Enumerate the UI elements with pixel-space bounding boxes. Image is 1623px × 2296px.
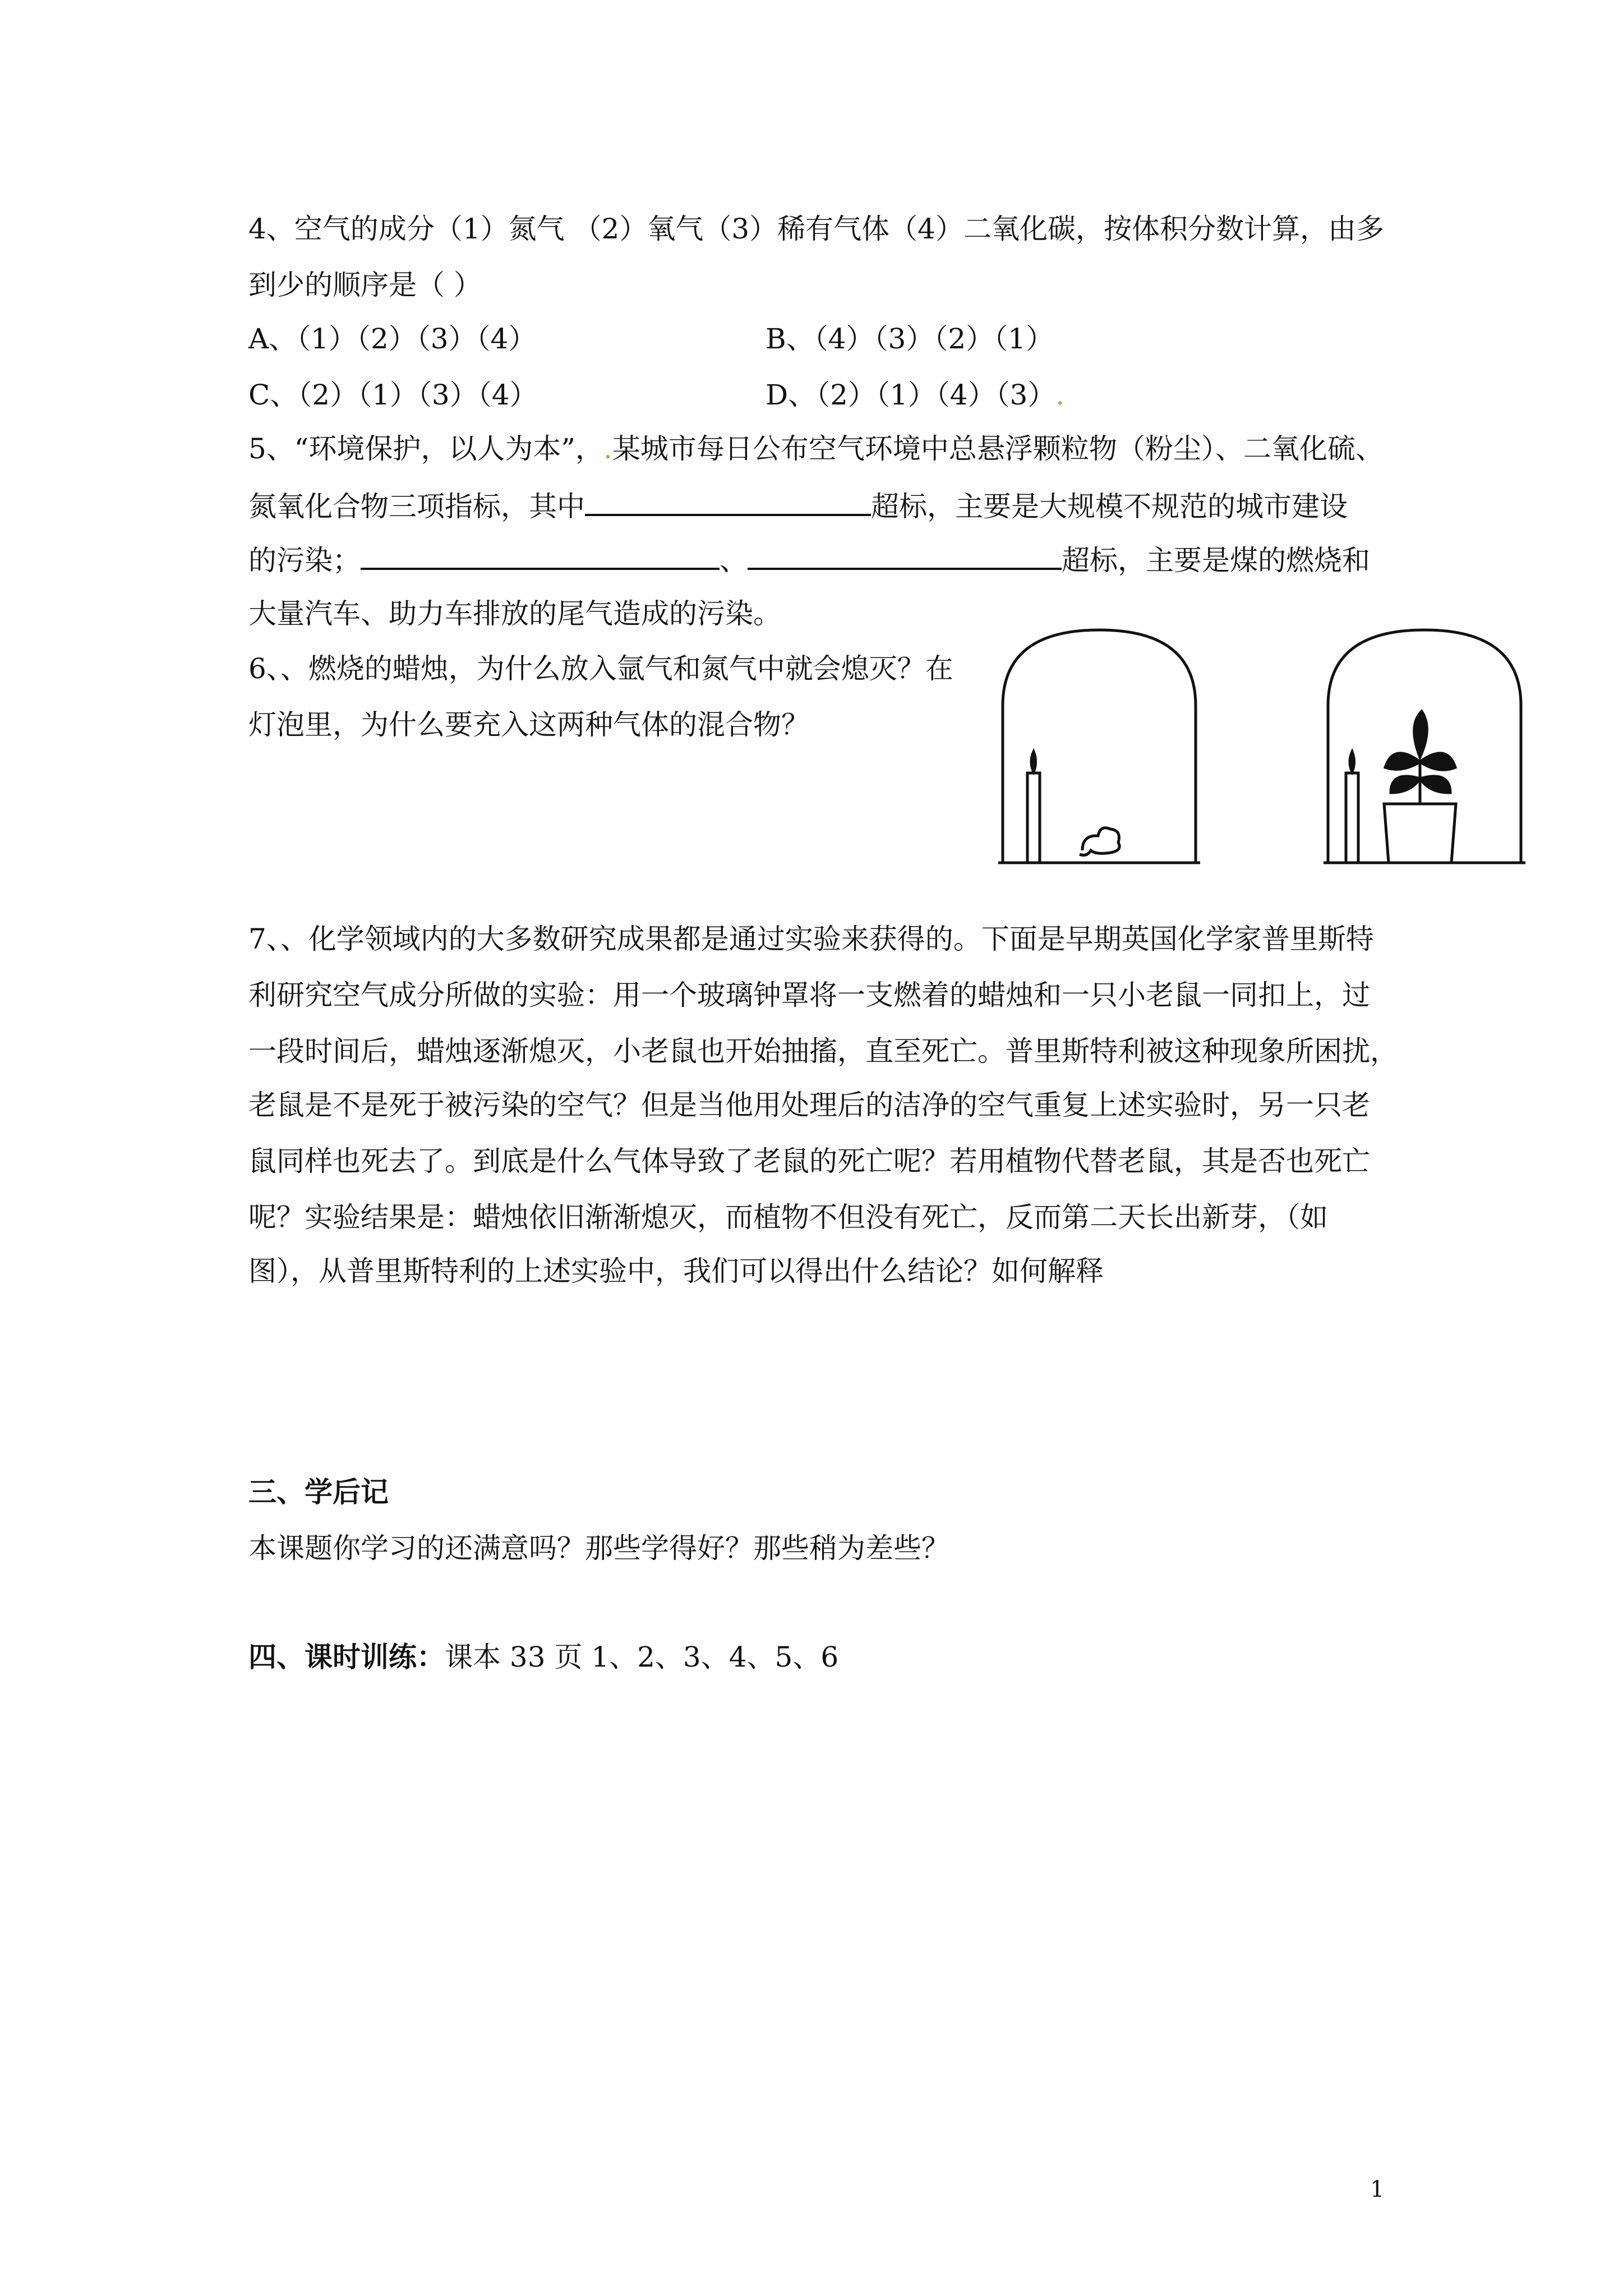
section4-text: 课本 33 页 1、2、3、4、5、6	[445, 1641, 839, 1673]
q4-option-b: B、（4）（3）（2）（1）	[766, 323, 1054, 355]
q5-line3-b: 超标，主要是煤的燃烧和	[1062, 544, 1370, 577]
q6-line2: 灯泡里，为什么要充入这两种气体的混合物？	[248, 708, 809, 741]
bell-jar-outline	[1003, 630, 1196, 863]
q4-option-d	[766, 376, 1064, 414]
q5-answer-blank-3[interactable]	[748, 540, 1062, 570]
bell-jar-with-mouse	[998, 630, 1200, 863]
q4-option-a: A、（1）（2）（3）（4）	[248, 323, 537, 355]
q7-line-5: 鼠同样也死去了。到底是什么气体导致了老鼠的死亡呢？若用植物代替老鼠，其是否也死亡	[248, 1145, 1370, 1177]
q5-line1-b: 某城市每日公布空气环境中总悬浮颗粒物（粉尘）、二氧化硫、	[612, 432, 1384, 465]
q4-stem-line1: 4、空气的成分（1）氮气 （2）氧气（3）稀有气体（4）二氧化碳，按体积分数计算，由多	[248, 213, 1384, 245]
q5-answer-blank-2[interactable]	[361, 540, 720, 570]
q5-line4: 大量汽车、助力车排放的尾气造成的污染。	[248, 597, 781, 630]
mark-dot: .	[603, 432, 612, 465]
q4-stem-line2: 到少的顺序是（ ）	[248, 269, 482, 301]
q5-line3-sep: 、	[720, 544, 748, 577]
candle-icon	[1027, 773, 1040, 863]
q5-answer-blank-1[interactable]	[585, 486, 871, 516]
section3-text: 本课题你学习的还满意吗？那些学得好？那些稍为差些？	[248, 1532, 949, 1565]
flame-icon	[1031, 752, 1036, 772]
q7-line-7: 图），从普里斯特利的上述实验中，我们可以得出什么结论？如何解释	[248, 1255, 1104, 1287]
section4-title: 四、课时训练：	[248, 1640, 445, 1673]
q5-line2-b: 超标，主要是大规模不规范的城市建设	[871, 490, 1348, 523]
q7-line-1: 7、、化学领域内的大多数研究成果都是通过实验来获得的。下面是早期英国化学家普里斯特	[248, 923, 1374, 955]
q7-line-3: 一段时间后，蜡烛逐渐熄灭，小老鼠也开始抽搐，直至死亡。普里斯特利被这种现象所困扰，	[248, 1035, 1398, 1068]
q4-option-d-text: D、（2）（1）（4）（3）	[766, 379, 1056, 411]
page-number: 1	[1370, 2177, 1385, 2202]
section4-line	[248, 1638, 838, 1676]
q7-line-4: 老鼠是不是死于被污染的空气？但是当他用处理后的洁净的空气重复上述实验时，另一只老	[248, 1089, 1370, 1121]
mark-dot: .	[1055, 379, 1065, 411]
q7-line-6: 呢？实验结果是：蜡烛依旧渐渐熄灭，而植物不但没有死亡，反而第二天长出新芽，（如	[248, 1201, 1328, 1234]
mouse-icon	[1080, 828, 1119, 855]
q4-option-c: C、（2）（1）（3）（4）	[248, 379, 538, 411]
bell-jar-with-plant	[1324, 630, 1525, 863]
q5-line3	[248, 540, 1370, 578]
q5-line2-a: 氮氧化合物三项指标，其中	[248, 490, 585, 523]
flower-pot-icon	[1384, 804, 1456, 863]
q7-line-2: 利研究空气成分所做的实验：用一个玻璃钟罩将一支燃着的蜡烛和一只小老鼠一同扣上，过	[248, 979, 1370, 1011]
bell-jar-experiment-figure	[998, 627, 1528, 874]
q5-line2	[248, 486, 1348, 524]
q5-line3-a: 的污染；	[248, 544, 361, 577]
q6-line1: 6、、燃烧的蜡烛，为什么放入氩气和氮气中就会熄灭？在	[248, 652, 953, 685]
candle-icon	[1346, 773, 1358, 863]
plant-leaves-icon	[1385, 711, 1455, 793]
q5-line1	[248, 430, 1384, 468]
section3-title: 三、学后记	[248, 1475, 389, 1508]
flame-icon	[1350, 752, 1354, 772]
q5-line1-a: 5、“环境保护，以人为本”，	[248, 432, 603, 465]
